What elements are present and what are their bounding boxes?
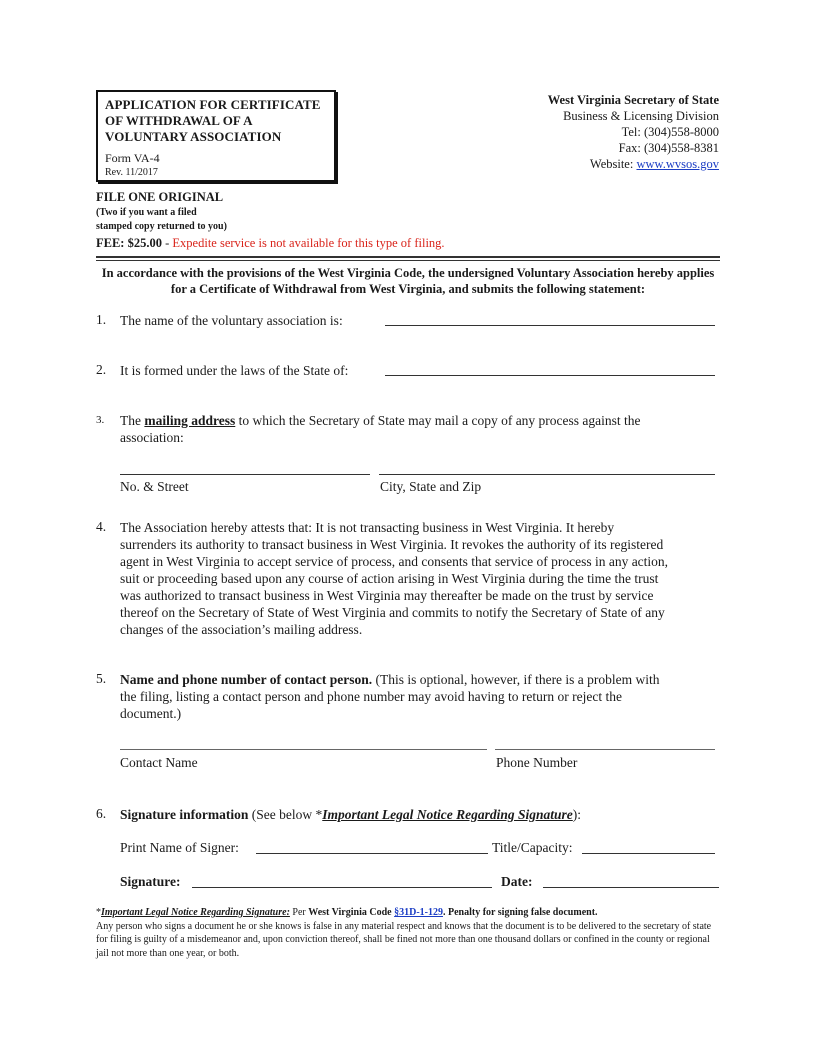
item-3-line-2: association:	[120, 430, 184, 445]
formation-state-field[interactable]	[385, 375, 715, 376]
item-2-text: It is formed under the laws of the State of:	[120, 363, 349, 378]
date-label: Date:	[501, 874, 533, 889]
item-5-number: 5.	[96, 671, 107, 686]
item-1-number: 1.	[96, 312, 107, 327]
item-4-number: 4.	[96, 519, 107, 534]
item-3-emphasis: mailing address	[144, 413, 236, 428]
title-capacity-field[interactable]	[582, 853, 715, 854]
code-section-link[interactable]: §31D-1-129	[394, 907, 443, 918]
item-4-line: surrenders its authority to transact business in West Virginia. It revokes the authority of its registered	[120, 537, 664, 552]
item-5-rest: (This is optional, however, if there is a problem with	[372, 672, 660, 687]
item-6-post: ):	[572, 807, 582, 822]
legal-notice	[96, 906, 724, 960]
form-title-line-1: APPLICATION FOR CERTIFICATE	[105, 97, 321, 112]
item-4-paragraph	[120, 519, 725, 638]
office-fax: Fax: (304)558-8381	[618, 141, 719, 155]
office-name: West Virginia Secretary of State	[547, 93, 719, 107]
item-3-number: 3.	[96, 414, 105, 426]
city-state-zip-field[interactable]	[379, 474, 715, 475]
office-website	[548, 156, 719, 172]
notice-title: Important Legal Notice Regarding Signature:	[101, 907, 290, 918]
form-title-box	[96, 90, 336, 182]
item-3-pre: The	[120, 413, 145, 428]
intro-statement: In accordance with the provisions of the West Virginia Code, the undersigned Voluntary Association hereby applies for a Certificate of Withdrawal from West Virginia, and submits the following statement:	[101, 266, 715, 296]
item-5-bold: Name and phone number of contact person.	[120, 672, 373, 687]
phone-number-field[interactable]	[495, 749, 715, 750]
item-3-post: to which the Secretary of State may mail a copy of any process against the	[235, 413, 641, 428]
notice-per: Per	[289, 907, 309, 918]
item-6-emphasis: Important Legal Notice Regarding Signature	[322, 807, 573, 822]
contact-name-label: Contact Name	[120, 755, 198, 770]
print-name-field[interactable]	[256, 853, 488, 854]
signature-label: Signature:	[120, 874, 181, 889]
item-6-bold: Signature information	[120, 807, 249, 822]
phone-number-label: Phone Number	[496, 755, 578, 770]
website-link[interactable]: www.wvsos.gov	[636, 157, 719, 171]
street-field[interactable]	[120, 474, 370, 475]
filing-note-2: stamped copy returned to you)	[96, 221, 227, 232]
item-4-line: The Association hereby attests that: It is not transacting business in West Virginia. It hereby	[120, 520, 615, 535]
date-field[interactable]	[543, 887, 719, 888]
notice-star: *	[96, 907, 101, 918]
form-title-line-3: VOLUNTARY ASSOCIATION	[105, 129, 282, 144]
title-capacity-label: Title/Capacity:	[492, 840, 573, 855]
file-one-original: FILE ONE ORIGINAL	[96, 190, 224, 204]
street-label: No. & Street	[120, 479, 189, 494]
fee-separator: -	[161, 236, 173, 250]
city-state-zip-label: City, State and Zip	[380, 479, 482, 494]
filing-note-1: (Two if you want a filed	[96, 207, 197, 218]
notice-code: West Virginia Code	[308, 907, 395, 918]
item-5-line-2: the filing, listing a contact person and phone number may avoid having to return or reject the	[120, 689, 622, 704]
item-4-line: changes of the association’s mailing address.	[120, 622, 363, 637]
office-info	[548, 92, 719, 172]
item-5-line-3: document.)	[120, 706, 182, 721]
legal-notice-body: Any person who signs a document he or she knows is false in any material respect and knows that the document is to be delivered to the secretary of state for filing is guilty of a misdemeanor and, upon conviction thereof, shall be fined not more than one thousand dollars or confined in the county or regional jail not more than one year, or both.	[96, 920, 712, 959]
item-6-pre: (See below *	[248, 807, 323, 822]
item-6-number: 6.	[96, 806, 107, 821]
form-title-line-2: OF WITHDRAWAL OF A	[105, 113, 253, 128]
legal-notice-heading	[96, 906, 724, 920]
form-number: Form VA-4	[105, 151, 160, 165]
item-6-text	[120, 806, 725, 823]
form-revision: Rev. 11/2017	[105, 167, 158, 178]
association-name-field[interactable]	[385, 325, 715, 326]
fee-note: Expedite service is not available for this type of filing.	[172, 236, 445, 250]
item-4-line: was authorized to transact business in West Virginia may thereafter be made on the trust by service	[120, 588, 654, 603]
item-1-text: The name of the voluntary association is:	[120, 313, 343, 328]
item-5-text	[120, 671, 725, 688]
divider-thick	[96, 256, 720, 258]
signature-field[interactable]	[192, 887, 492, 888]
divider-thin	[96, 260, 720, 261]
fee-label: FEE: $25.00	[96, 236, 162, 250]
office-division: Business & Licensing Division	[563, 109, 719, 123]
item-4-line: suit or proceeding based upon any course of action arising in West Virginia during the time the trust	[120, 571, 659, 586]
print-name-label: Print Name of Signer:	[120, 840, 239, 855]
item-4-line: thereof on the Secretary of State of West Virginia and commits to notify the Secretary of State of any	[120, 605, 665, 620]
item-4-line: agent in West Virginia to accept service of process, and consents that service of process in any action,	[120, 554, 669, 569]
item-2-number: 2.	[96, 362, 107, 377]
notice-penalty: . Penalty for signing false document.	[442, 907, 598, 918]
fee-line	[96, 236, 445, 251]
office-tel: Tel: (304)558-8000	[621, 125, 719, 139]
website-label: Website:	[589, 157, 637, 171]
item-3-text	[120, 412, 641, 429]
contact-name-field[interactable]	[120, 749, 487, 750]
